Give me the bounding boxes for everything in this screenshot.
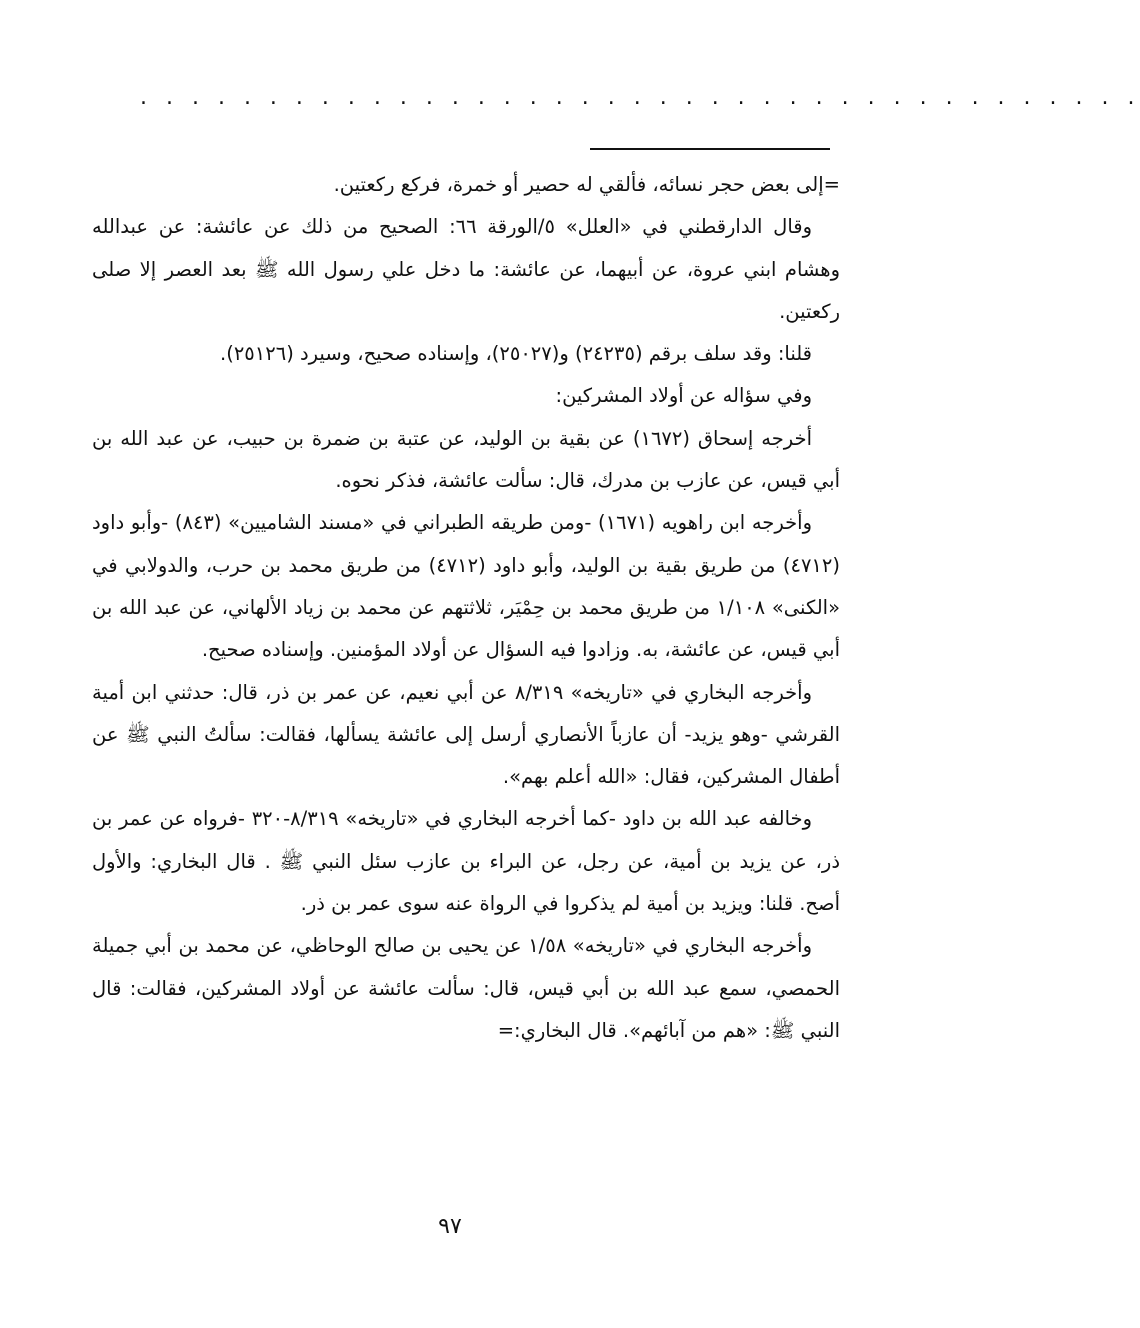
page-number: ٩٧ <box>438 1214 462 1239</box>
paragraph-abdullah-ibn-dawud: وخالفه عبد الله بن داود -كما أخرجه البخاري في «تاريخه» ٨/٣١٩-٣٢٠ -فرواه عن عمر بن ذر، عن يزيد بن أمية، عن رجل، عن البراء بن عازب سئل النبي ﷺ . قال البخاري: والأول أصح. قلنا: ويزيد بن أمية لم يذكروا في الرواة عنه سوى عمر بن ذر. <box>92 807 840 916</box>
paragraph-continuation: =إلى بعض حجر نسائه، فألقي له حصير أو خمرة، فركع ركعتين. <box>333 173 840 196</box>
paragraph-section-heading: وفي سؤاله عن أولاد المشركين: <box>555 384 812 408</box>
paragraph-previous-reference: قلنا: وقد سلف برقم (٢٤٢٣٥) و(٢٥٠٢٧)، وإسناده صحيح، وسيرد (٢٥١٢٦). <box>220 342 812 366</box>
paragraph-ishaq: أخرجه إسحاق (١٦٧٢) عن بقية بن الوليد، عن عتبة بن ضمرة بن حبيب، عن عبد الله بن أبي قيس، عن عازب بن مدرك، قال: سألت عائشة، فذكر نحوه. <box>92 426 840 493</box>
paragraph-bukhari-1: وأخرجه البخاري في «تاريخه» ٨/٣١٩ عن أبي نعيم، عن عمر بن ذر، قال: حدثني ابن أمية القرشي -وهو يزيد- أن عازباً الأنصاري أرسل إلى عائشة يسألها، فقالت: سألتُ النبي ﷺ عن أطفال المشركين، فقال: «الله أعلم بهم». <box>92 680 840 789</box>
paragraph-daraqutni: وقال الدارقطني في «العلل» ٥/الورقة ٦٦: الصحيح من ذلك عن عائشة: عن عبدالله وهشام ابني عروة، عن أبيهما، عن عائشة: ما دخل علي رسول الله ﷺ بعد العصر إلا صلى ركعتين. <box>92 215 840 323</box>
paragraph-ibn-rahawayh: وأخرجه ابن راهويه (١٦٧١) -ومن طريقه الطبراني في «مسند الشاميين» (٨٤٣) -وأبو داود (٤٧١٢) من طريق بقية بن الوليد، وأبو داود (٤٧١٢) من طريق محمد بن حرب، والدولابي في «الكنى» ١/١٠٨ من طريق محمد بن حِمْيَر، ثلاثتهم عن محمد بن زياد الألهاني، عن عبد الله بن أبي قيس، عن عائشة، به. وزادوا فيه السؤال عن أولاد المؤمنين. وإسناده صحيح. <box>92 511 841 662</box>
paragraph-bukhari-2: وأخرجه البخاري في «تاريخه» ١/٥٨ عن يحيى بن صالح الوحاظي، عن محمد بن أبي جميلة الحمصي، سمع عبد الله بن أبي قيس، قال: سألت عائشة عن أولاد المشركين، فقالت: قال النبي ﷺ: «هم من آبائهم». قال البخاري:= <box>92 934 840 1042</box>
dotted-separator: . . . . . . . . . . . . . . . . . . . . . . . . . . . . . . . . . . . . . . . <box>140 85 1140 110</box>
footnote-rule <box>590 148 830 150</box>
footnote-text <box>92 164 840 1052</box>
